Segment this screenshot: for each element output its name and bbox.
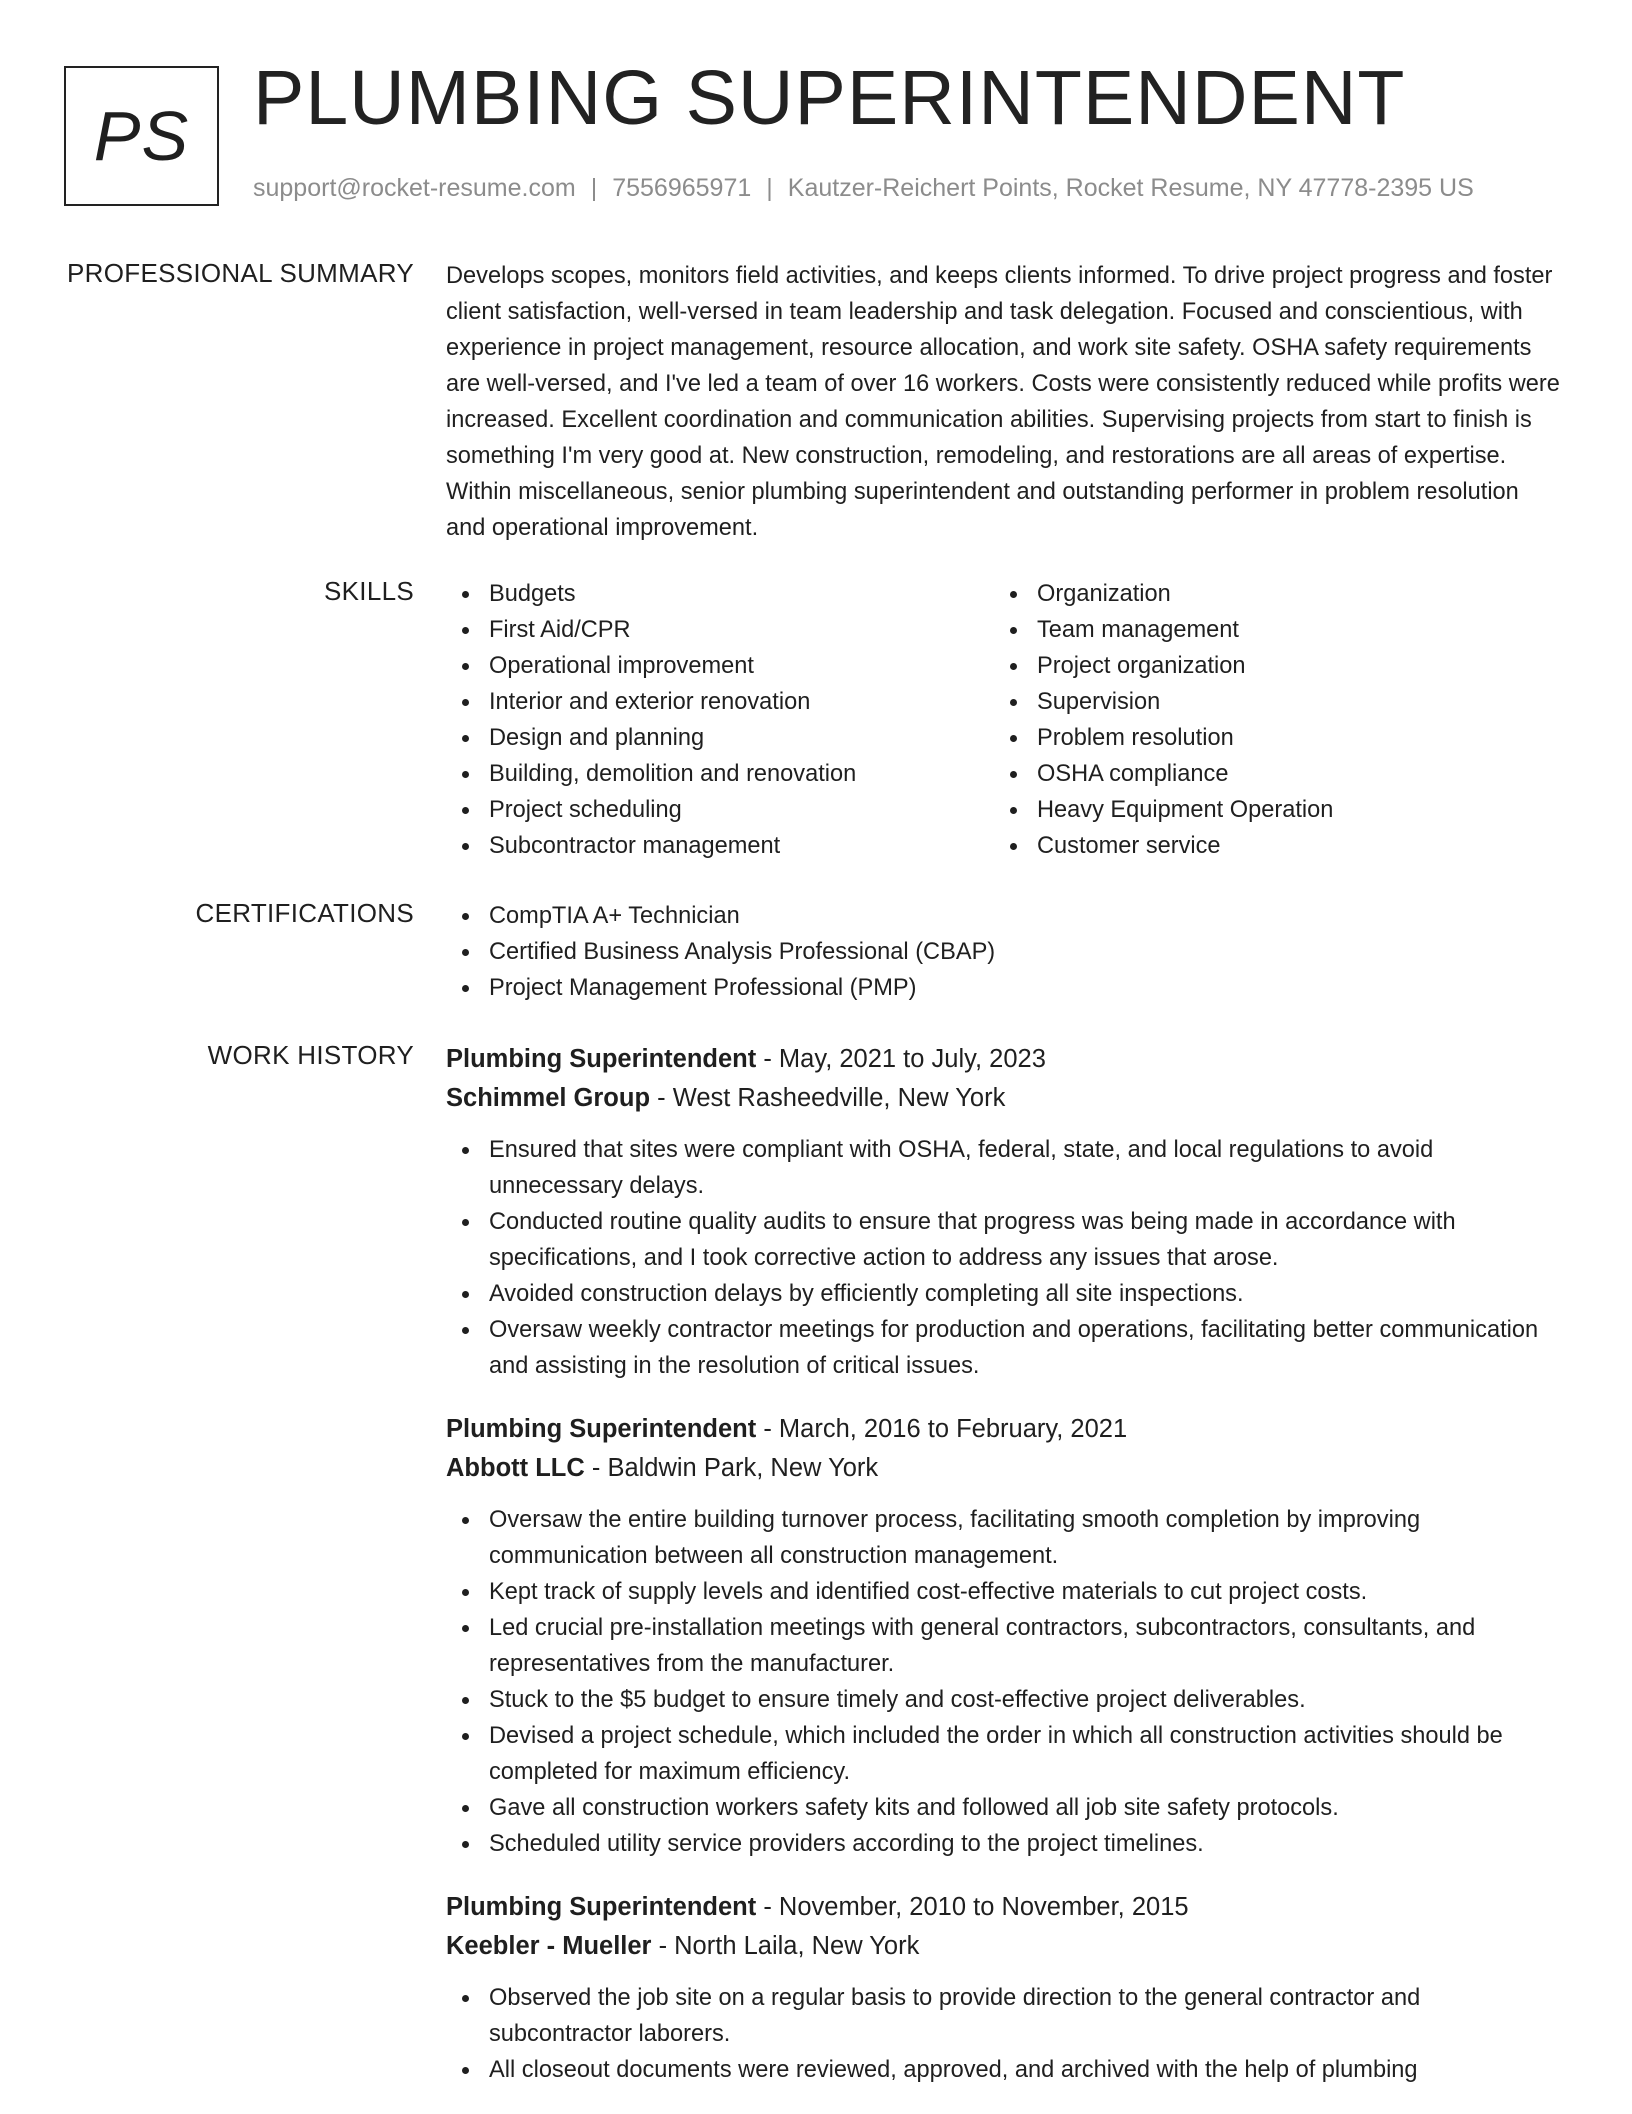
separator: | [590,174,598,202]
list-item: Kept track of supply levels and identified cost-effective materials to cut project costs. [446,1574,1564,1610]
job-company: Schimmel Group [446,1084,651,1112]
list-item: OSHA compliance [994,756,1542,792]
summary-text: Develops scopes, monitors field activities, and keeps clients informed. To drive project progress and foster client satisfaction, well-versed in team leadership and task delegation. Focused and conscientious, with experience in project management, resource allocation, and work site safety. OSHA safety requirements are well-versed, and I've led a team of over 16 workers. Costs were consistently reduced while profits were increased. Excellent coordination and communication abilities. Supervising projects from start to finish is something I'm very good at. New construction, remodeling, and restorations are all areas of expertise. Within miscellaneous, senior plumbing superintendent and outstanding performer in problem resolution and operational improvement. [446,263,1560,541]
section-label-summary: PROFESSIONAL SUMMARY [67,258,414,288]
certifications-list [446,898,1564,1006]
list-item: Oversaw the entire building turnover process, facilitating smooth completion by improving communication between all construction management. [446,1502,1564,1574]
job-entry [446,1888,1564,2088]
list-item: Conducted routine quality audits to ensure that progress was being made in accordance with specifications, and I took corrective action to address any issues that arose. [446,1204,1564,1276]
skills-list-right [994,576,1542,864]
list-item: Heavy Equipment Operation [994,792,1542,828]
job-title-line [446,1040,1564,1079]
list-item: Organization [994,576,1542,612]
list-item: Devised a project schedule, which included the order in which all construction activities should be completed for maximum efficiency. [446,1718,1564,1790]
address: Kautzer-Reichert Points, Rocket Resume, NY 47778-2395 US [787,174,1474,202]
list-item: Building, demolition and renovation [446,756,994,792]
monogram: PS [64,66,219,206]
list-item: Design and planning [446,720,994,756]
job-title: Plumbing Superintendent [446,1045,757,1073]
list-item: Oversaw weekly contractor meetings for production and operations, facilitating better communication and assisting in the resolution of critical issues. [446,1312,1564,1384]
job-dates: - November, 2010 to November, 2015 [756,1893,1189,1921]
contact-line [253,174,1474,203]
job-title-line [446,1410,1564,1449]
list-item: Gave all construction workers safety kits and followed all job site safety protocols. [446,1790,1564,1826]
skills-list-left [446,576,994,864]
list-item: Certified Business Analysis Professional (CBAP) [446,934,1564,970]
job-company: Keebler - Mueller [446,1932,652,1960]
list-item: Customer service [994,828,1542,864]
list-item: First Aid/CPR [446,612,994,648]
separator: | [766,174,773,202]
section-label-certifications: CERTIFICATIONS [195,898,414,928]
job-company-line [446,1449,1564,1488]
list-item: Project Management Professional (PMP) [446,970,1564,1006]
list-item: Problem resolution [994,720,1542,756]
list-item: CompTIA A+ Technician [446,898,1564,934]
list-item: Project organization [994,648,1542,684]
job-location: - West Rasheedville, New York [650,1084,1006,1112]
list-item: Ensured that sites were compliant with OSHA, federal, state, and local regulations to avoid unnecessary delays. [446,1132,1564,1204]
list-item: Budgets [446,576,994,612]
section-label-skills: SKILLS [324,576,414,606]
page-title: PLUMBING SUPERINTENDENT [253,55,1406,141]
job-bullets [446,1980,1564,2088]
list-item: Operational improvement [446,648,994,684]
list-item: Scheduled utility service providers according to the project timelines. [446,1826,1564,1862]
job-dates: - May, 2021 to July, 2023 [756,1045,1046,1073]
job-title: Plumbing Superintendent [446,1893,757,1921]
phone: 7556965971 [612,174,752,202]
job-entry [446,1040,1564,1384]
list-item: All closeout documents were reviewed, approved, and archived with the help of plumbing [446,2052,1564,2088]
list-item: Team management [994,612,1542,648]
skills-body [446,576,1564,864]
section-label-work-history: WORK HISTORY [207,1040,414,1070]
certifications-body [446,898,1564,1006]
list-item: Project scheduling [446,792,994,828]
job-location: - Baldwin Park, New York [584,1454,879,1482]
job-entry [446,1410,1564,1862]
job-bullets [446,1502,1564,1862]
job-bullets [446,1132,1564,1384]
list-item: Stuck to the $5 budget to ensure timely and cost-effective project deliverables. [446,1682,1564,1718]
job-company-line [446,1079,1564,1118]
list-item: Interior and exterior renovation [446,684,994,720]
email: support@rocket-resume.com [253,174,576,202]
list-item: Observed the job site on a regular basis to provide direction to the general contractor and subcontractor laborers. [446,1980,1564,2052]
job-location: - North Laila, New York [651,1932,920,1960]
list-item: Subcontractor management [446,828,994,864]
list-item: Led crucial pre-installation meetings with general contractors, subcontractors, consultants, and representatives from the manufacturer. [446,1610,1564,1682]
work-history-body [446,1040,1564,2114]
list-item: Avoided construction delays by efficiently completing all site inspections. [446,1276,1564,1312]
job-dates: - March, 2016 to February, 2021 [756,1415,1128,1443]
job-title-line [446,1888,1564,1927]
list-item: Supervision [994,684,1542,720]
job-company-line [446,1927,1564,1966]
job-title: Plumbing Superintendent [446,1415,757,1443]
job-company: Abbott LLC [446,1454,585,1482]
